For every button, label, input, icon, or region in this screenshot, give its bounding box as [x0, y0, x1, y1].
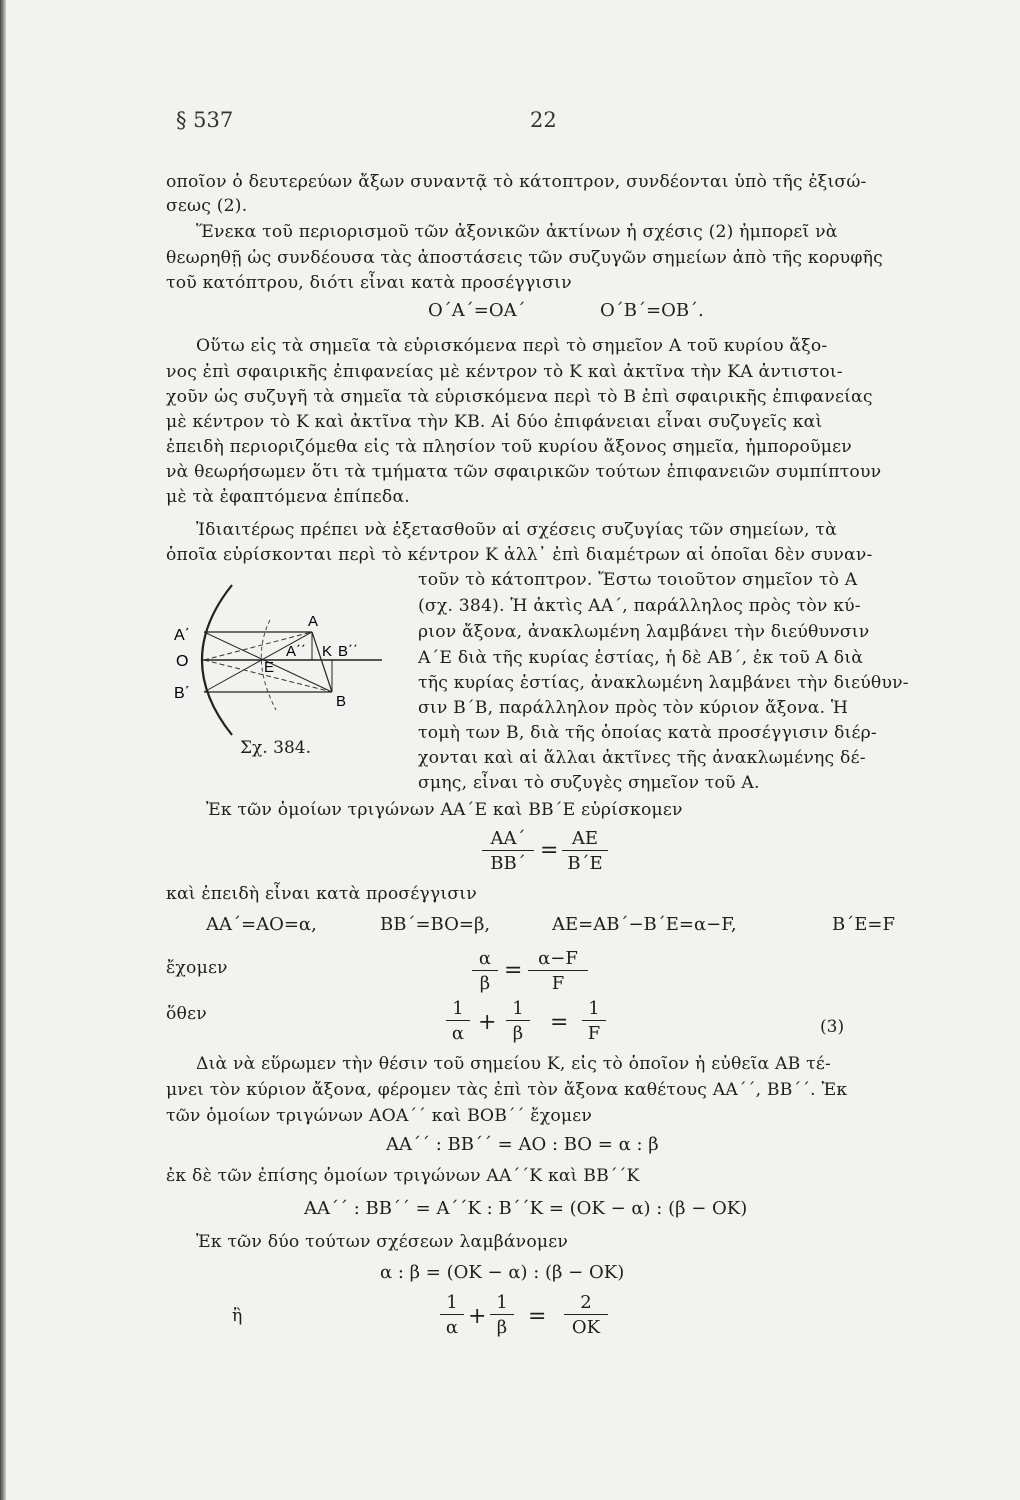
denominator: BB΄ — [490, 853, 526, 874]
approx-value: BB΄=BO=β, — [380, 914, 491, 935]
equation: α : β = (OK − α) : (β − OK) — [380, 1262, 625, 1283]
text-line: μὲ τὰ ἐφαπτόμενα ἐπίπεδα. — [166, 487, 410, 507]
denominator: F — [587, 1023, 601, 1044]
text-line: χοῦν ὡς συζυγῆ τὰ σημεῖα τὰ εὑρισκόμενα περὶ τὸ Β ἐπὶ σφαιρικῆς ἐπιφανείας — [166, 387, 873, 407]
text-line: οποῖον ὁ δευτερεύων ἄξων συναντᾷ τὸ κάτοπτρον, συνδέονται ὑπὸ τῆς ἐξισώ- — [166, 172, 867, 192]
page-number: 22 — [530, 108, 557, 132]
label-b-prime: B΄ — [174, 685, 190, 702]
numerator: 2 — [564, 1292, 608, 1315]
text-line: ὅθεν — [166, 1004, 207, 1024]
line-ab — [312, 632, 332, 692]
denominator: β — [479, 973, 491, 994]
numerator: 1 — [582, 998, 606, 1021]
denominator: β — [496, 1317, 508, 1338]
equation-oa: O΄A΄=OA΄ — [428, 300, 526, 321]
numerator: AA΄ — [482, 828, 534, 851]
plus-sign: + — [478, 1010, 497, 1035]
numerator: 1 — [440, 1292, 464, 1315]
numerator: 1 — [506, 998, 530, 1021]
text-line: (σχ. 384). Ἡ ἀκτὶς ΑΑ΄, παράλληλος πρὸς τὸν κύ- — [418, 596, 861, 616]
fraction — [506, 998, 530, 1044]
text-line: ἢ — [232, 1306, 243, 1326]
equation: AA΄΄ : BB΄΄ = A΄΄K : B΄΄K = (OK − α) : (β − OK) — [304, 1198, 748, 1219]
fraction — [582, 998, 606, 1044]
plus-sign: + — [468, 1304, 487, 1329]
scan-edge — [0, 0, 6, 1500]
denominator: α — [451, 1023, 465, 1044]
text-line: σιν Β΄Β, παράλληλον πρὸς τὸν κύριον ἄξονα. Ἡ — [418, 698, 849, 718]
text-line: μὲ κέντρον τὸ Κ καὶ ἀκτῖνα τὴν ΚΒ. Αἱ δύο ἐπιφάνειαι εἶναι συζυγεῖς καὶ — [166, 412, 823, 432]
denominator: β — [512, 1023, 524, 1044]
fraction — [446, 998, 470, 1044]
text-line: σεως (2). — [166, 196, 248, 216]
text-line: Ἕνεκα τοῦ περιορισμοῦ τῶν ἀξονικῶν ἀκτίνων ἡ σχέσις (2) ἠμπορεῖ νὰ — [196, 222, 838, 242]
numerator: 1 — [446, 998, 470, 1021]
text-line: Ἐκ τῶν δύο τούτων σχέσεων λαμβάνομεν — [196, 1232, 568, 1252]
text-line: νὰ θεωρήσωμεν ὅτι τὰ τμήματα τῶν σφαιρικῶν τούτων ἐπιφανειῶν συμπίπτουν — [166, 462, 882, 482]
equals-sign: = — [540, 838, 559, 863]
equals-sign: = — [504, 958, 523, 983]
equals-sign: = — [550, 1010, 569, 1035]
label-a-prime: A΄ — [174, 627, 190, 644]
text-line: τοῦν τὸ κάτοπτρον. Ἔστω τοιοῦτον σημεῖον τὸ Α — [418, 570, 858, 590]
fraction — [472, 948, 498, 994]
text-line: ριον ἄξονα, ἀνακλωμένη λαμβάνει τὴν διεύθυνσιν — [418, 622, 870, 642]
equation-number: (3) — [820, 1017, 845, 1037]
label-a-double-prime: A΄΄ — [286, 643, 306, 660]
mirror-diagram — [172, 580, 412, 745]
numerator: α−F — [528, 948, 588, 971]
label-a: A — [308, 613, 319, 630]
text-line: Ἐκ τῶν ὁμοίων τριγώνων ΑΑ΄Ε καὶ ΒΒ΄Ε εὑρίσκομεν — [206, 800, 683, 820]
denominator: OK — [571, 1317, 601, 1338]
text-line: τῶν ὁμοίων τριγώνων ΑΟΑ΄΄ καὶ ΒΟΒ΄΄ ἔχομεν — [166, 1106, 593, 1126]
text-line: ἔχομεν — [166, 958, 228, 978]
text-line: μνει τὸν κύριον ἄξονα, φέρομεν τὰς ἐπὶ τὸν ἄξονα καθέτους ΑΑ΄΄, ΒΒ΄΄. Ἐκ — [166, 1080, 848, 1100]
text-line: καὶ ἐπειδὴ εἶναι κατὰ προσέγγισιν — [166, 884, 477, 904]
figure-caption: Σχ. 384. — [240, 738, 311, 758]
approx-value: AE=AB΄−B΄E=α−F, — [552, 914, 737, 935]
text-line: τῆς κυρίας ἑστίας, ἀνακλωμένη λαμβάνει τὴν διεύθυν- — [418, 673, 909, 693]
denominator: F — [551, 973, 565, 994]
label-b: B — [336, 693, 347, 710]
text-line: Α΄Ε διὰ τῆς κυρίας ἑστίας, ἡ δὲ ΑΒ΄, ἐκ τοῦ Α διὰ — [418, 648, 864, 668]
fraction — [564, 1292, 608, 1338]
fraction — [440, 1292, 464, 1338]
approx-value: B΄E=F — [832, 914, 895, 935]
fraction — [490, 1292, 514, 1338]
approx-value: AA΄=AO=α, — [206, 914, 317, 935]
text-line: Ἰδιαιτέρως πρέπει νὰ ἐξετασθοῦν αἱ σχέσεις συζυγίας τῶν σημείων, τὰ — [196, 520, 837, 540]
numerator: α — [472, 948, 498, 971]
numerator: AE — [562, 828, 608, 851]
denominator: B΄E — [567, 853, 603, 874]
text-line: ἐπειδὴ περιοριζόμεθα εἰς τὰ πλησίον τοῦ κυρίου ἄξονος σημεῖα, ἠμποροῦμεν — [166, 437, 852, 457]
text-line: Διὰ νὰ εὕρωμεν τὴν θέσιν τοῦ σημείου Κ, εἰς τὸ ὁποῖον ἡ εὐθεῖα ΑΒ τέ- — [196, 1054, 831, 1074]
numerator: 1 — [490, 1292, 514, 1315]
equals-sign: = — [528, 1304, 547, 1329]
text-line: Οὕτω εἰς τὰ σημεῖα τὰ εὑρισκόμενα περὶ τὸ σημεῖον Α τοῦ κυρίου ἄξο- — [196, 336, 828, 356]
text-line: σμης, εἶναι τὸ συζυγὲς σημεῖον τοῦ Α. — [418, 773, 760, 793]
text-line: τομὴ των Β, διὰ τῆς ὁποίας κατὰ προσέγγισιν διέρ- — [418, 723, 877, 743]
text-line: θεωρηθῇ ὡς συνδέουσα τὰς ἀποστάσεις τῶν συζυγῶν σημείων ἀπὸ τῆς κορυφῆς — [166, 248, 883, 268]
label-k: K — [322, 643, 333, 660]
fraction — [528, 948, 588, 994]
text-line: ὁποῖα εὑρίσκονται περὶ τὸ κέντρον Κ ἀλλ᾽ ἐπὶ διαμέτρων αἱ ὁποῖαι δὲν συναν- — [166, 545, 873, 565]
label-o: O — [176, 653, 189, 670]
equation-ob: O΄B΄=OB΄. — [600, 300, 704, 321]
equation: AA΄΄ : BB΄΄ = AO : BO = α : β — [386, 1134, 659, 1155]
text-line: ἐκ δὲ τῶν ἐπίσης ὁμοίων τριγώνων ΑΑ΄΄Κ καὶ ΒΒ΄΄Κ — [166, 1166, 640, 1186]
text-line: τοῦ κατόπτρου, διότι εἶναι κατὰ προσέγγισιν — [166, 273, 572, 293]
ray-ab1 — [204, 632, 312, 692]
fraction — [482, 828, 534, 874]
section-number: § 537 — [176, 108, 234, 132]
label-e: E — [264, 659, 275, 676]
label-b-double-prime: B΄΄ — [338, 643, 358, 660]
text-line: νος ἐπὶ σφαιρικῆς ἐπιφανείας μὲ κέντρον τὸ Κ καὶ ἀκτῖνα τὴν ΚΑ ἀντιστοι- — [166, 362, 843, 382]
text-line: χονται καὶ αἱ ἄλλαι ἀκτῖνες τῆς ἀνακλωμένης δέ- — [418, 748, 866, 768]
fraction — [562, 828, 608, 874]
denominator: α — [445, 1317, 459, 1338]
